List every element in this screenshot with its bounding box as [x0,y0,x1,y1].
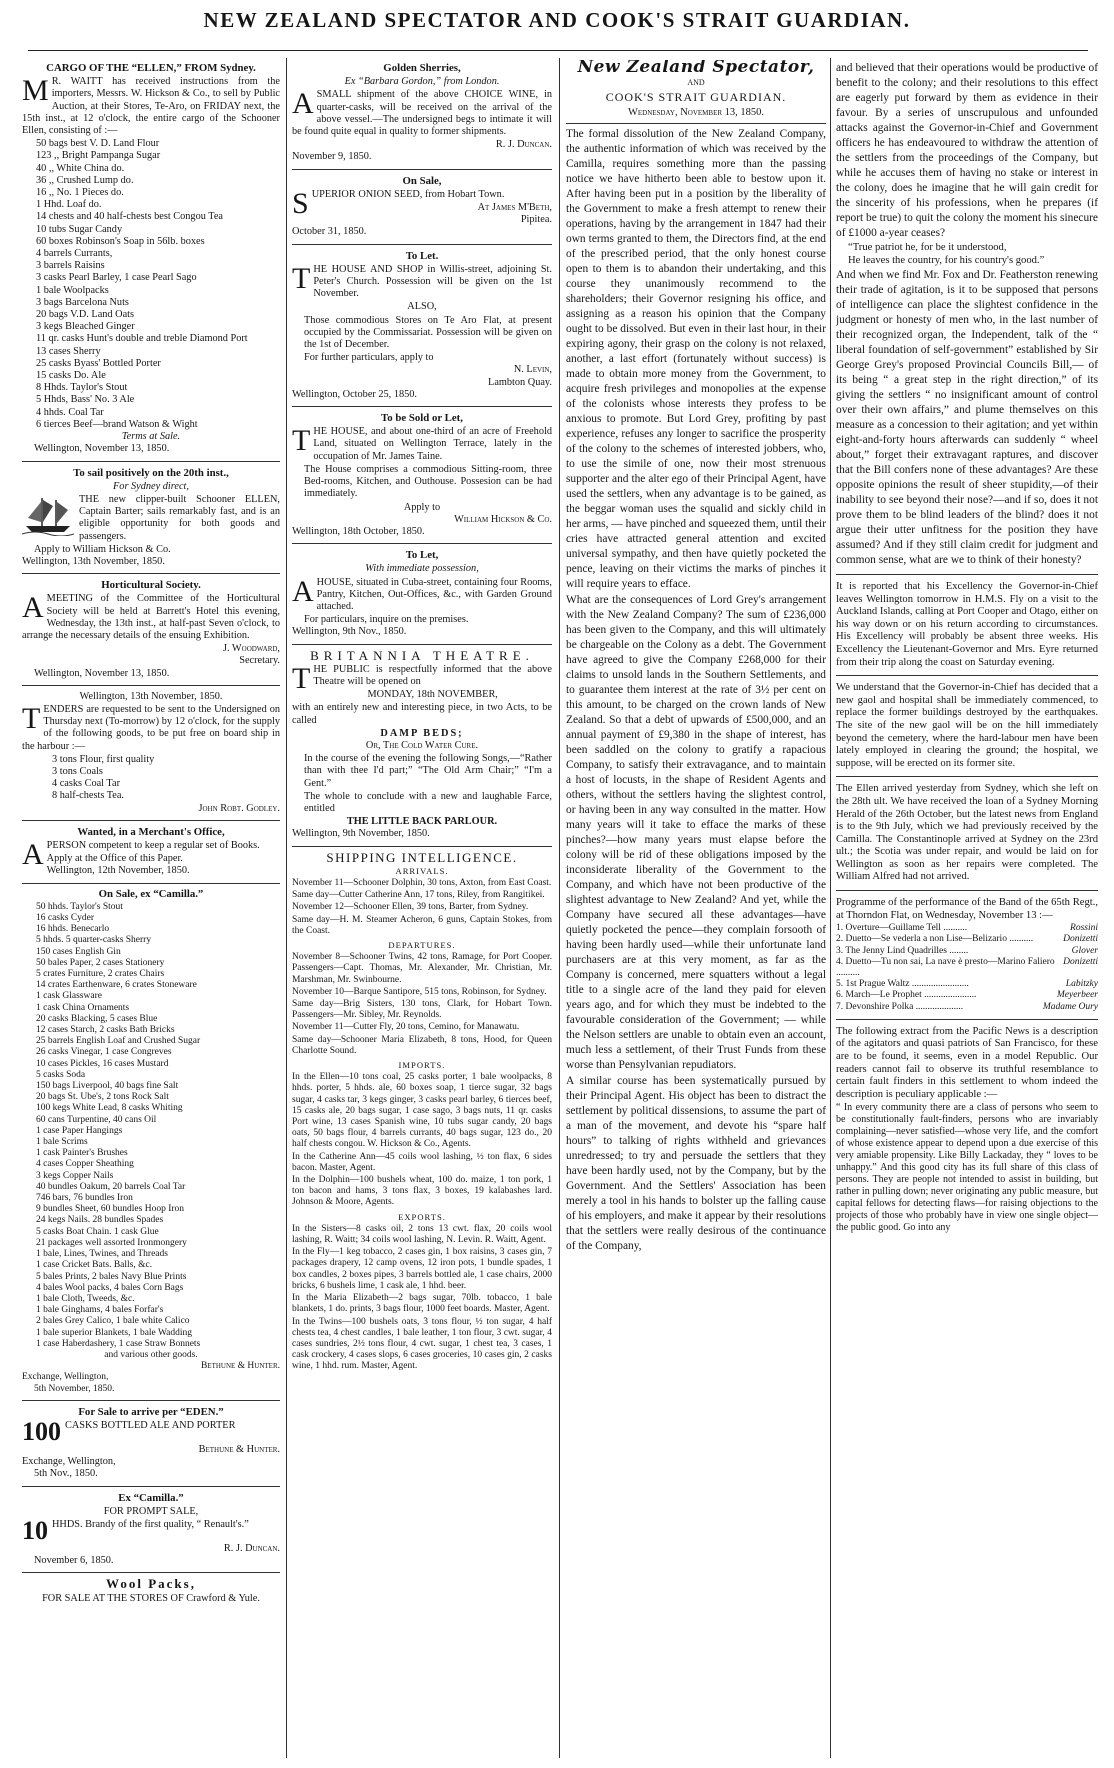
tender-list [22,754,280,803]
programme-list [836,923,1098,1013]
programme-item [836,934,1098,945]
list-item: 1 Hhd. Loaf do. [36,199,102,211]
article-continued-2 [836,268,1098,568]
list-item: 10 cases Pickles, 16 cases Mustard [36,1058,169,1069]
programme-composer: Donizetti [1063,934,1098,945]
ad-signature-title: Secretary. [239,655,280,667]
departure-entry: Same day—Brig Sisters, 130 tons, Clark, for Hobart Town. Passengers—Mr. Sibley, Mr. Reynolds. [292,999,552,1021]
ad-date: November 6, 1850. [34,1555,114,1567]
ad-eden [22,1406,280,1487]
ad-horticultural [22,579,280,686]
shipping-intelligence [292,849,552,1373]
drop-cap: A [22,591,44,625]
export-entry: In the Sisters—8 casks oil, 2 tons 13 cwt. flax, 20 coils wool lashing, R. Waitt; 34 coils wool lashing, N. Levin. R. Waitt, Agent. [292,1223,552,1246]
programme-composer: Labitzky [1065,979,1098,990]
article-paragraph: and believed that their operations would be productive of benefit to the colony; and their resolutions to this effect are eagerly put forward by them as evidence in their favour. By a series of unscrupulous and unfounded attacks against the Governor-in-Chief and Government officers he has endeavoured to withdraw the attention of the settlers from the proceedings of the Company, but while he accuses them of having no stake or interest in the colony, does he imagine that he will gain credit for the sincerity of his professions, when he prepares (if report be true) to quit the colony the moment his sinecure of £1000 a-year ceases? [836,62,1098,239]
ad-title: Wanted, in a Merchant's Office, [77,825,225,838]
departures-heading: DEPARTURES. [388,940,456,950]
list-item: 1 case Haberdashery, 1 case Straw Bonnets [36,1338,201,1349]
ad-date: 5th November, 1850. [34,1383,115,1394]
export-entry: In the Twins—100 bushels oats, 3 tons flour, ½ ton sugar, 4 half chests tea, 4 chest candles, 1 bale leather, 1 ton flour, 3 cwt. sugar, 4 cases sundries, 2½ tons flour, 4 cwt. sugar, 1 chest tea, 3 cases, 1 cask crockery, 4 cases slops, 6 cases groceries, 10 cases gin, 2 casks wine, 1 hhd. rum. Master, Agent. [292,1316,552,1372]
list-item: 2 bales Grey Calico, 1 bale white Calico [36,1316,190,1327]
leading-article [566,127,826,1254]
list-item: 50 hhds. Taylor's Stout [36,901,123,912]
drop-cap: A [292,574,314,608]
ad-body: ENDERS are requested to be sent to the Undersigned on Thursday next (To-morrow) by 12 o'clock, for the supply of the following goods, to be put free on board ship in the harbour :— [22,703,280,752]
news-gaol: We understand that the Governor-in-Chief has decided that a new gaol and hospital shall be immediately commenced, to replace the former buildings destroyed by the earthquakes. The site of the new gaol will be on the hill immediately beyond the cemetery, where the hard-labour men have been lately employed in clearing the ground; the hospital, we suppose, will be erected on its former site. [836,682,1098,769]
list-item: 24 kegs Nails. 28 bundles Spades [36,1215,164,1226]
programme-piece: 6. March—Le Prophet ...................... [836,990,977,1001]
programme-item [836,990,1098,1001]
programme-composer: Madame Oury [1042,1001,1098,1012]
ad-onion-seed [292,175,552,245]
ad-body-2: Those commodious Stores on Te Aro Flat, at present occupied by the Commissariat. Possession will be given on the 1st of December. [304,314,552,351]
ad-date: Wellington, 18th October, 1850. [292,525,425,537]
list-item: 6 tierces Beef—brand Watson & Wight [36,418,198,430]
ad-date: Wellington, 13th November, 1850. [79,690,223,702]
divider [836,675,1098,676]
list-item: 3 barrels Raisins [36,260,105,272]
ad-further: For particulars, inquire on the premises. [304,614,469,626]
arrival-entry: November 11—Schooner Dolphin, 30 tons, Axton, from East Coast. [292,877,552,888]
list-item: 5 bales Prints, 2 bales Navy Blue Prints [36,1271,187,1282]
list-item: 8 half-chests Tea. [52,790,124,802]
column-divider [559,58,560,1758]
ad-line: FOR PROMPT SALE, [103,1505,199,1517]
departure-entry: Same day—Schooner Maria Elizabeth, 8 tons, Hood, for Queen Charlotte Sound. [292,1034,552,1056]
ad-title: To Let. [405,249,439,262]
theatre-close: The whole to conclude with a new and laughable Farce, entitled [304,790,552,814]
ad-title: On Sale, ex “Camilla.” [98,887,204,900]
drop-cap: T [292,424,311,458]
list-item: 26 casks Vinegar, 1 case Congreves [36,1047,172,1058]
list-item: 5 hhds. 5 quarter-casks Sherry [36,935,152,946]
divider [836,1019,1098,1020]
divider [836,776,1098,777]
ad-signature: William Hickson & Co. [454,513,552,525]
list-item: 1 bale, Lines, Twines, and Threads [36,1249,168,1260]
list-item: 5 casks Boat Chain. 1 cask Glue [36,1226,159,1237]
list-item: 14 chests and 40 half-chests best Congou Tea [36,211,223,223]
ad-place: Exchange, Wellington, [22,1456,116,1468]
list-item: 16 ,, No. 1 Pieces do. [36,187,124,199]
ad-date: November 9, 1850. [292,151,372,163]
list-item: 16 hhds. Benecarlo [36,924,110,935]
ad-body: PERSON competent to keep a regular set of Books. [46,839,260,851]
list-item: 36 ,, Crushed Lump do. [36,174,134,186]
list-item: 25 casks Byass' Bottled Porter [36,357,161,369]
verse-line: He leaves the country, for his country's good.” [848,254,1045,266]
list-item: 12 cases Starch, 2 casks Bath Bricks [36,1025,175,1036]
ad-date: Wellington, 9th Nov., 1850. [292,626,407,638]
list-item: 60 cans Turpentine, 40 cans Oil [36,1114,157,1125]
theatre-songs: In the course of the evening the following Songs,—“Rather than with thee I'd part;” “The Old Arm Chair;” “I'm a Gent.” [304,753,552,789]
list-item: 20 bags V.D. Land Oats [36,309,135,321]
arrivals-heading: ARRIVALS. [395,865,449,876]
ad-apply: Apply at the Office of this Paper. [46,853,183,865]
ad-also: ALSO, [407,301,437,313]
departure-entry: November 11—Cutter Fly, 20 tons, Cemino, for Manawatu. [292,1022,520,1033]
ad-body-2: The House comprises a commodious Sitting-room, three Bed-rooms, Kitchen, and Outhouse. Possesion can be had immediately. [304,463,552,500]
pacific-quote: “ In every community there are a class of persons who seem to be constitutionally fault-finders, persons who are invariably complaining—never satisfied—whose very life, and the comfort of whose existence appear to depend upon a due exercise of this very amiable propensity. Like Billy Lackaday, they “ loves to be unhappy.” And this good city has its full share of this class of persons. They are people not intended to assist in building, but rather in pulling down; never originating any public measure, but capital fellows for detecting flaws—for raising objections to the projects of those who probably have in view one single object—the public good. Go into any [836,1102,1098,1234]
list-item: 1 cask Painter's Brushes [36,1148,128,1159]
issue-date: Wednesday, November 13, 1850. [566,105,826,124]
list-item: 15 casks Do. Ale [36,370,106,382]
section-title: SHIPPING INTELLIGENCE. [326,849,518,865]
list-item: 100 kegs White Lead, 8 casks Whiting [36,1103,183,1114]
theatre-date: MONDAY, 18th NOVEMBER, [367,689,498,701]
list-item: 1 case Cricket Bats. Balls, &c. [36,1260,153,1271]
list-item: 13 cases Sherry [36,345,101,357]
export-entry: In the Fly—1 keg tobacco, 2 cases gin, 1 box raisins, 3 cases gin, 7 packages drapery, 12 camp ovens, 12 iron pots, 1 bundle spades, 1 box candles, 2 boxes pipes, 3 barrels bottled ale, 1 case chairs, 2000 bricks, 6 bushels lime, 1 cask ale, 1 hhd. beer. [292,1247,552,1291]
ad-date: Wellington, November 13, 1850. [34,443,170,455]
list-item: 10 tubs Sugar Candy [36,223,123,235]
ad-body: SMALL shipment of the above CHOICE WINE, in quarter-casks, will be received on the arrival of the above vessel.—The undersigned begs to intimate it will be found quite equal in quality to former shipments. [292,89,552,138]
paper-subtitle: COOK'S STRAIT GUARDIAN. [605,90,787,104]
divider [836,574,1098,575]
ad-date: Wellington, October 25, 1850. [292,388,418,400]
list-item: 20 casks Blacking, 5 cases Blue [36,1013,158,1024]
drop-cap: M [22,74,49,108]
ad-signature-place: Pipitea. [520,214,552,226]
list-item: 1 bale superior Blankets, 1 bale Wadding [36,1327,193,1338]
ad-title: To be Sold or Let, [381,412,463,425]
ad-signature: R. J. Duncan. [223,1542,280,1554]
ad-title: Ex “Camilla.” [118,1491,184,1504]
exports-list [292,1224,552,1373]
list-item: 3 bags Barcelona Nuts [36,296,129,308]
list-item: 60 boxes Robinson's Soap in 56lb. boxes [36,235,205,247]
programme-composer: Rossini [1070,923,1098,934]
list-item: 11 qr. casks Hunt's double and treble Diamond Port [36,333,248,345]
ad-title: BRITANNIA THEATRE. [310,647,534,663]
news-ellen: The Ellen arrived yesterday from Sydney, which she left on the 28th ult. We have received the loan of a Sydney Morning Herald of the 26th October, but the latest news from England is to the 9th July, which we had previously received by the Camilla. The Constantinople arrived at Sydney on the 23rd ult.; the Scotia was under repair, and would be laid on for Wellington as soon as her repairs were completed. The William Alfred had not arrived. [836,783,1098,883]
ad-body: HE HOUSE AND SHOP in Willis-street, adjoining St. Peter's Church. Possession will be given on the 1st November. [313,263,552,300]
ad-camilla-brandy [22,1492,280,1574]
ad-number: 100 [22,1416,61,1446]
ad-body: HE PUBLIC is respectfully informed that the above Theatre will be opened on [313,663,552,687]
column-1 [22,60,280,1760]
column-3 [566,60,826,1760]
ad-camilla-sale [22,889,280,1401]
list-item: 14 crates Earthenware, 6 crates Stoneware [36,980,197,991]
camilla-list [22,902,280,1350]
column-divider [830,58,831,1758]
ad-body: HE HOUSE, and about one-third of an acre of Freehold Land, situated on Wellington Terrace, lately in the occupation of Mr. James Taine. [313,426,552,462]
departure-entry: November 8—Schooner Twins, 42 tons, Ramage, for Port Cooper. Passengers—Capt. Thomas, Mr. Alexander, Mr. Christian, Mr. Marshman, Mr. Swinbourne. [292,952,552,985]
list-item: 123 ,, Bright Pampanga Sugar [36,150,161,162]
ad-place: Exchange, Wellington, [22,1372,109,1383]
ad-date: Wellington, 9th November, 1850. [292,828,430,840]
ad-wanted [22,826,280,884]
list-item: 50 bales Paper, 2 cases Stationery [36,957,165,968]
ad-to-let-house [292,549,552,644]
list-item: 8 Hhds. Taylor's Stout [36,382,128,394]
list-item: 25 barrels English Loaf and Crushed Sugar [36,1036,201,1047]
arrival-entry: Same day—H. M. Steamer Acheron, 6 guns, Captain Stokes, from the Coast. [292,914,552,936]
article-paragraph: And when we find Mr. Fox and Dr. Featherston renewing their trade of agitation, is it to be supposed that persons of intelligence can place the slightest confidence in the judgment or honesty of men who, in the last number of their recognized organ, the Independent, talk of the “ liberal foundation of self-government” established by Sir George Grey's proposed Provincial Councils Bill,— of its being “ a great step in the right direction,” of its giving the settlers “ no insignificant amount of control over their own affairs,” and plume themselves on this measure as a concession to their agitation; and yet within eight-and-forty hours afterwards can suddenly “ wheel about,” forget their extravagant raptures, and discover that the Bill confers none of these advantages? Are these opposite opinions the result of sheer stupidity,—of their inability to see beyond their nose?—and if so, does it not prove them to be blind leaders of the blind? does it not argue their utter unfitness for the position they have assumed? And if they still claim credit for judgment and common sense, what are we to think of their honesty? [836,269,1098,566]
list-item: 20 bags St. Ube's, 2 tons Rock Salt [36,1092,169,1103]
ad-tail: and various other goods. [104,1349,198,1360]
ad-title: For Sale to arrive per “EDEN.” [78,1405,224,1418]
list-item: 3 casks Pearl Barley, 1 case Pearl Sago [36,272,197,284]
list-item: 1 cask China Ornaments [36,1002,130,1013]
drop-cap: S [292,186,309,220]
ad-britannia-theatre [292,647,552,847]
import-entry: In the Catherine Ann—45 coils wool lashing, ½ ton flax, 6 sides bacon. Master, Agent. [292,1151,552,1173]
ad-date: 5th Nov., 1850. [34,1468,98,1480]
theatre-play: DAMP BEDS; [380,727,464,739]
programme-item [836,923,1098,934]
ad-date: Wellington, November 13, 1850. [34,667,170,679]
ad-body: HHDS. Brandy of the first quality, “ Renault's.” [52,1518,249,1530]
ad-signature: R. J. Duncan. [495,139,552,151]
ad-to-let-shop [292,250,552,407]
ad-date: Wellington, 13th November, 1850. [22,555,165,567]
list-item: 4 casks Coal Tar [52,778,121,790]
theatre-farce: THE LITTLE BACK PARLOUR. [346,816,498,828]
list-item: 1 bale Ginghams, 4 bales Forfar's [36,1305,164,1316]
list-item: 1 bale Woolpacks [36,284,109,296]
ad-title: On Sale, [402,174,442,187]
ad-date: Wellington, 12th November, 1850. [46,865,190,877]
list-item: 1 bale Scrims [36,1137,88,1148]
masthead: NEW ZEALAND SPECTATOR AND COOK'S STRAIT GUARDIAN. [203,8,911,32]
ad-signature: At James M'Beth, [477,202,552,214]
ad-apply: Apply to William Hickson & Co. [34,543,171,555]
ad-body: HOUSE, situated in Cuba-street, containing four Rooms, Pantry, Kitchen, Out-Offices, &c., with Garden Ground attached. [316,576,552,612]
ad-subtitle: Ex “Barbara Gordon,” from London. [344,76,500,88]
drop-cap: T [292,661,311,695]
list-item: 9 bundles Sheet, 60 bundles Hoop Iron [36,1204,185,1215]
article-paragraph: A similar course has been systematically pursued by their Principal Agent. His object has been to distract the settlement by political dissensions, to assume the part of a man of the movement, and devote his “spare half hours” to talking of rights withheld and grievances unredressed; to try and persuade the settlers that they have been hardly used, not by the Company, but by the Government. And the Settlers' Association has been merely a tool in his hands to bolster up the falling cause of his employers, and make it appear by their resolutions that the settlers were really desirous of the continuance of the Company, [566,1075,826,1252]
list-item: 1 case Paper Hangings [36,1125,123,1136]
ad-signature: Bethune & Hunter. [200,1361,280,1372]
theatre-play-subtitle: Or, The Cold Water Cure. [365,739,479,751]
article-paragraph: The formal dissolution of the New Zealand Company, the authentic information of which was received by the Camilla, requires something more than the passing notice we have hitherto been able to bestow upon it. After having been put in a position by the liberality of the Government to make a fresh attempt to renew their operations, having by the arrangement in 1847 had their own terms granted to them, the Directors find, at the end of the prescribed period, that the only honest course open to them is to abandon their undertaking, and this course they unanimously recommend to the shareholders; their Governor resigning his office, and assigning as a reason his opinion that the Company ought to be dissolved. But even in their last hour, in their expiring agony, their grasp on the colony is not relaxed, another, a last effort (fortunately without success) is made to obtain more money from the Government, to acquire fresh privileges and monopolies at the expense of the colonists whose interests they profess to be anxious to promote. But Lord Grey, profiting by past experience, refuses any longer to sacrifice the prosperity of the colony to the schemes of interested jobbers, who, to use the simile of one, now their most strenuous supporter and the alter ego of their Principal Agent, have used the settlers, when any advantage is to be gained, as the beggar woman uses the squalid and sickly child in her arms, — have pinched and squeezed them, until their cries have attracted general attention and excited universal sympathy, and then have quietly pocketed the pence, leaving on their victims the marks of pinches it will require years to efface. [566,128,826,590]
verse-line: “True patriot he, for be it understood, [848,242,1007,253]
drop-cap: T [292,261,311,295]
programme-piece: 7. Devonshire Polka .................... [836,1001,964,1012]
ad-title: To sail positively on the 20th inst., [73,466,229,479]
list-item: 3 kegs Copper Nails [36,1170,114,1181]
list-item: 4 cases Copper Sheathing [36,1159,134,1170]
ad-signature: John Robt. Godley. [198,802,280,814]
list-item: 3 tons Flour, first quality [52,753,155,765]
ad-body: FOR SALE AT THE STORES OF Crawford & Yule. [42,1592,260,1604]
drop-cap: A [22,837,44,871]
article-continued [836,61,1098,241]
programme-piece: 1. Overture—Guillame Tell .......... [836,923,968,934]
ad-cargo-ellen [22,62,280,462]
list-item: 4 hhds. Coal Tar [36,406,104,418]
ad-date: October 31, 1850. [292,226,367,238]
departures-list [292,952,552,1057]
ad-body: CASKS BOTTLED ALE AND PORTER [65,1419,236,1431]
ad-signature: Bethune & Hunter. [198,1443,280,1455]
ad-number: 10 [22,1515,48,1545]
programme-item [836,946,1098,957]
programme-piece: 3. The Jenny Lind Quadrilles ........ [836,945,969,956]
arrivals-list [292,878,552,937]
ad-body: THE new clipper-built Schooner ELLEN, Captain Barter; sails remarkably fast, and is an eligible opportunity for both goods and passengers. [79,493,280,542]
list-item: 3 tons Coals [52,765,103,777]
ad-subtitle: For Sydney direct, [113,480,189,492]
list-item: 746 bars, 76 bundles Iron [36,1193,133,1204]
list-item: 50 bags best V. D. Land Flour [36,138,160,150]
list-item: 40 ,, White China do. [36,162,125,174]
news-governor: It is reported that his Excellency the Governor-in-Chief leaves Wellington tomorrow in H.M.S. Fly on a visit to the Auckland Islands, calling at Port Cooper and Otago, either on his way down or on his return according to circumstances. His Excellency will probably be absent three weeks. His Excellency the Lieutenant-Governor and Mrs. Eyre returned from their trip along the coast on Saturday evening. [836,581,1098,668]
ad-sold-or-let [292,412,552,544]
arrival-entry: November 12—Schooner Ellen, 39 tons, Barter, from Sydney. [292,902,529,913]
list-item: 1 cask Glassware [36,991,102,1002]
ad-body: R. WAITT has received instructions from the importers, Messrs. W. Hickson & Co., to sell by Public Auction, at their Stores, Te-Aro, on FRIDAY next, the 15th inst., at 12 o'clock, the entire cargo of the Schooner Ellen, consisting of :— [22,76,280,137]
column-2 [292,60,552,1760]
news-pacific: The following extract from the Pacific News is a description of the agitators and quasi patriots of San Francisco, for these are to be found, it seems, even in a model Republic. Our readers cannot fail to observe its truthful resemblance to certain fault finders in this settlement to whom indeed the description is peculiary applicable :— [836,1025,1098,1100]
programme-composer: Meyerbeer [1056,990,1098,1001]
paper-title: New Zealand Spectator, [577,60,815,77]
ad-signature: J. Woodward, [222,643,280,655]
drop-cap: T [22,701,41,735]
departure-entry: November 10—Barque Santipore, 515 tons, Robinson, for Sydney. [292,986,547,997]
ad-wool-packs [22,1578,280,1609]
ad-title: Wool Packs, [106,1576,196,1592]
ad-further: For further particulars, apply to [304,352,434,364]
import-entry: In the Ellen—10 tons coal, 25 casks porter, 1 bale woolpacks, 8 hhds. porter, 5 hhds. ale, 60 boxes soap, 1 tierce sugar, 32 bags sugar, 4 casks tar, 3 kegs ginger, 3 casks pearl barley, 6 tierces beef, 15 casks ale, 20 bags sugar, 1 case sago, 3 bags nuts, 11 qr. casks Port wine, 13 cases Spanish wine, 10 tubs sugar candy, 20 bags oats, 50 bags flour, 4 barrels currants, 40 bags sugar, 123 do., 20 half chests congou. W. Hickson & Co., Agents. [292,1072,552,1150]
list-item: 1 bale Cloth, Tweeds, &c. [36,1293,135,1304]
drop-cap: A [292,87,314,121]
list-item: 4 bales Wool packs, 4 bales Corn Bags [36,1282,184,1293]
ad-title: Horticultural Society. [101,579,201,592]
import-entry: In the Dolphin—100 bushels wheat, 100 do. maize, 1 ton pork, 1 ton bacon and hams, 3 tons flax, 3 boxes, 19 kalabashes lard. Johnson & Moore, Agents. [292,1175,552,1208]
column-divider [286,58,287,1758]
programme-piece: 2. Duetto—Se vederla a non Lise—Belizario .......... [836,934,1034,945]
paper-and: AND [687,78,705,87]
programme-piece: 4. Duetto—Tu non sai, La nave è presto—Marino Faliero .......... [836,956,1055,979]
ad-terms: Terms at Sale. [121,431,181,443]
cargo-list [22,138,280,431]
ad-tenders [22,691,280,821]
list-item: 16 casks Cyder [36,913,95,923]
programme-intro: Programme of the performance of the Band of the 65th Regt., at Thorndon Flat, on Wednesday, November 13 :— [836,897,1098,921]
imports-heading: IMPORTS. [398,1060,446,1071]
export-entry: In the Maria Elizabeth—2 bags sugar, 70lb. tobacco, 1 bale blankets, 1 do. prints, 3 bags flour, 1000 feet boards. Master, Agent. [292,1293,552,1315]
ad-title: To Let, [405,549,439,562]
programme-piece: 5. 1st Prague Waltz ........................ [836,979,969,990]
programme-composer: Glover [1071,945,1098,956]
ad-golden-sherries [292,62,552,170]
ad-body: UPERIOR ONION SEED, from Hobart Town. [311,188,505,200]
exports-heading: EXPORTS. [398,1211,446,1222]
programme-item [836,979,1098,990]
ad-subtitle: With immediate possession, [365,563,479,575]
programme-item [836,957,1098,979]
list-item: 5 casks Soda [36,1069,86,1080]
programme-item [836,1002,1098,1013]
divider [836,890,1098,891]
programme-composer: Donizetti [1063,956,1098,967]
ad-body: MEETING of the Committee of the Horticultural Society will be held at Barrett's Hotel this evening, Wednesday, the 13th inst., at half-past Seven o'clock, to arrange the necessary details of the ensuing Exhibition. [22,593,280,641]
article-paragraph: What are the consequences of Lord Grey's arrangement with the New Zealand Company? The sum of £236,000 has been given to the Company, and this will ultimately be chargeable on the Colony as a debt. The Government have agreed to give the Company £268,000 for their claims to unsold lands in the Southern Settlements, and to guarantee them interest at the rate of 3½ per cent on this amount, to be charged on the crown lands of New Zealand. So that a debt of upwards of £500,000, and an annual payment of £9,380 in the shape of interest, has been saddled on the colony to gratify a rapacious Company, to satisfy their extravagance, and to maintain a host of locusts, in the shape of Resident Agents and others, without the settlers having the slightest control, or having been in any way consulted in the matter. How many years will it take to efface the marks of these pinches?—how many years must elapse before the colony will be rid of these obligations imposed by the inconsiderate liberality of the Government to the Company, and which have not been productive of the slightest advantage to New Zealand? And yet, while the Company have secured all these advantages—have quietly pocketed the pence—they complain forsooth of having been hardly used—while their unfortunate land purchasers are at this very moment, as far as the Company is concerned, mere squatters without a legal title to a single acre of the land they paid for eleven years ago, and for which they must be indebted to the favourable consideration of the Government; — while the Nelson settlers are unable to obtain even an account, much less a settlement, of their Trust Funds from these worse than Pensylvanian repudiators. [566,594,826,1071]
list-item: 5 crates Furniture, 2 crates Chairs [36,969,165,980]
ad-sail-sydney [22,467,280,575]
masthead-rule [28,50,1088,51]
ad-signature-place: Lambton Quay. [488,376,552,388]
column-4 [836,60,1098,1760]
list-item: 150 cases English Gin [36,946,121,957]
arrival-entry: Same day—Cutter Catherine Ann, 17 tons, Riley, from Rangitikei. [292,890,545,901]
list-item: 3 kegs Bleached Ginger [36,321,135,333]
list-item: 21 packages well assorted Ironmongery [36,1237,187,1248]
ad-title: Golden Sherries, [383,62,461,74]
list-item: 150 bags Liverpool, 40 bags fine Salt [36,1081,179,1092]
list-item: 5 Hhds, Bass' No. 3 Ale [36,394,135,406]
ad-signature: N. Levin, [513,364,552,376]
ship-icon [22,494,74,536]
imports-list [292,1072,552,1208]
list-item: 4 barrels Currants, [36,248,113,260]
ad-apply: Apply to [403,501,441,513]
list-item: 40 bundles Oakum, 20 barrels Coal Tar [36,1181,186,1192]
ad-body-2: with an entirely new and interesting piece, in two Acts, to be called [292,702,552,726]
ad-title: CARGO OF THE “ELLEN,” FROM Sydney. [46,62,256,74]
